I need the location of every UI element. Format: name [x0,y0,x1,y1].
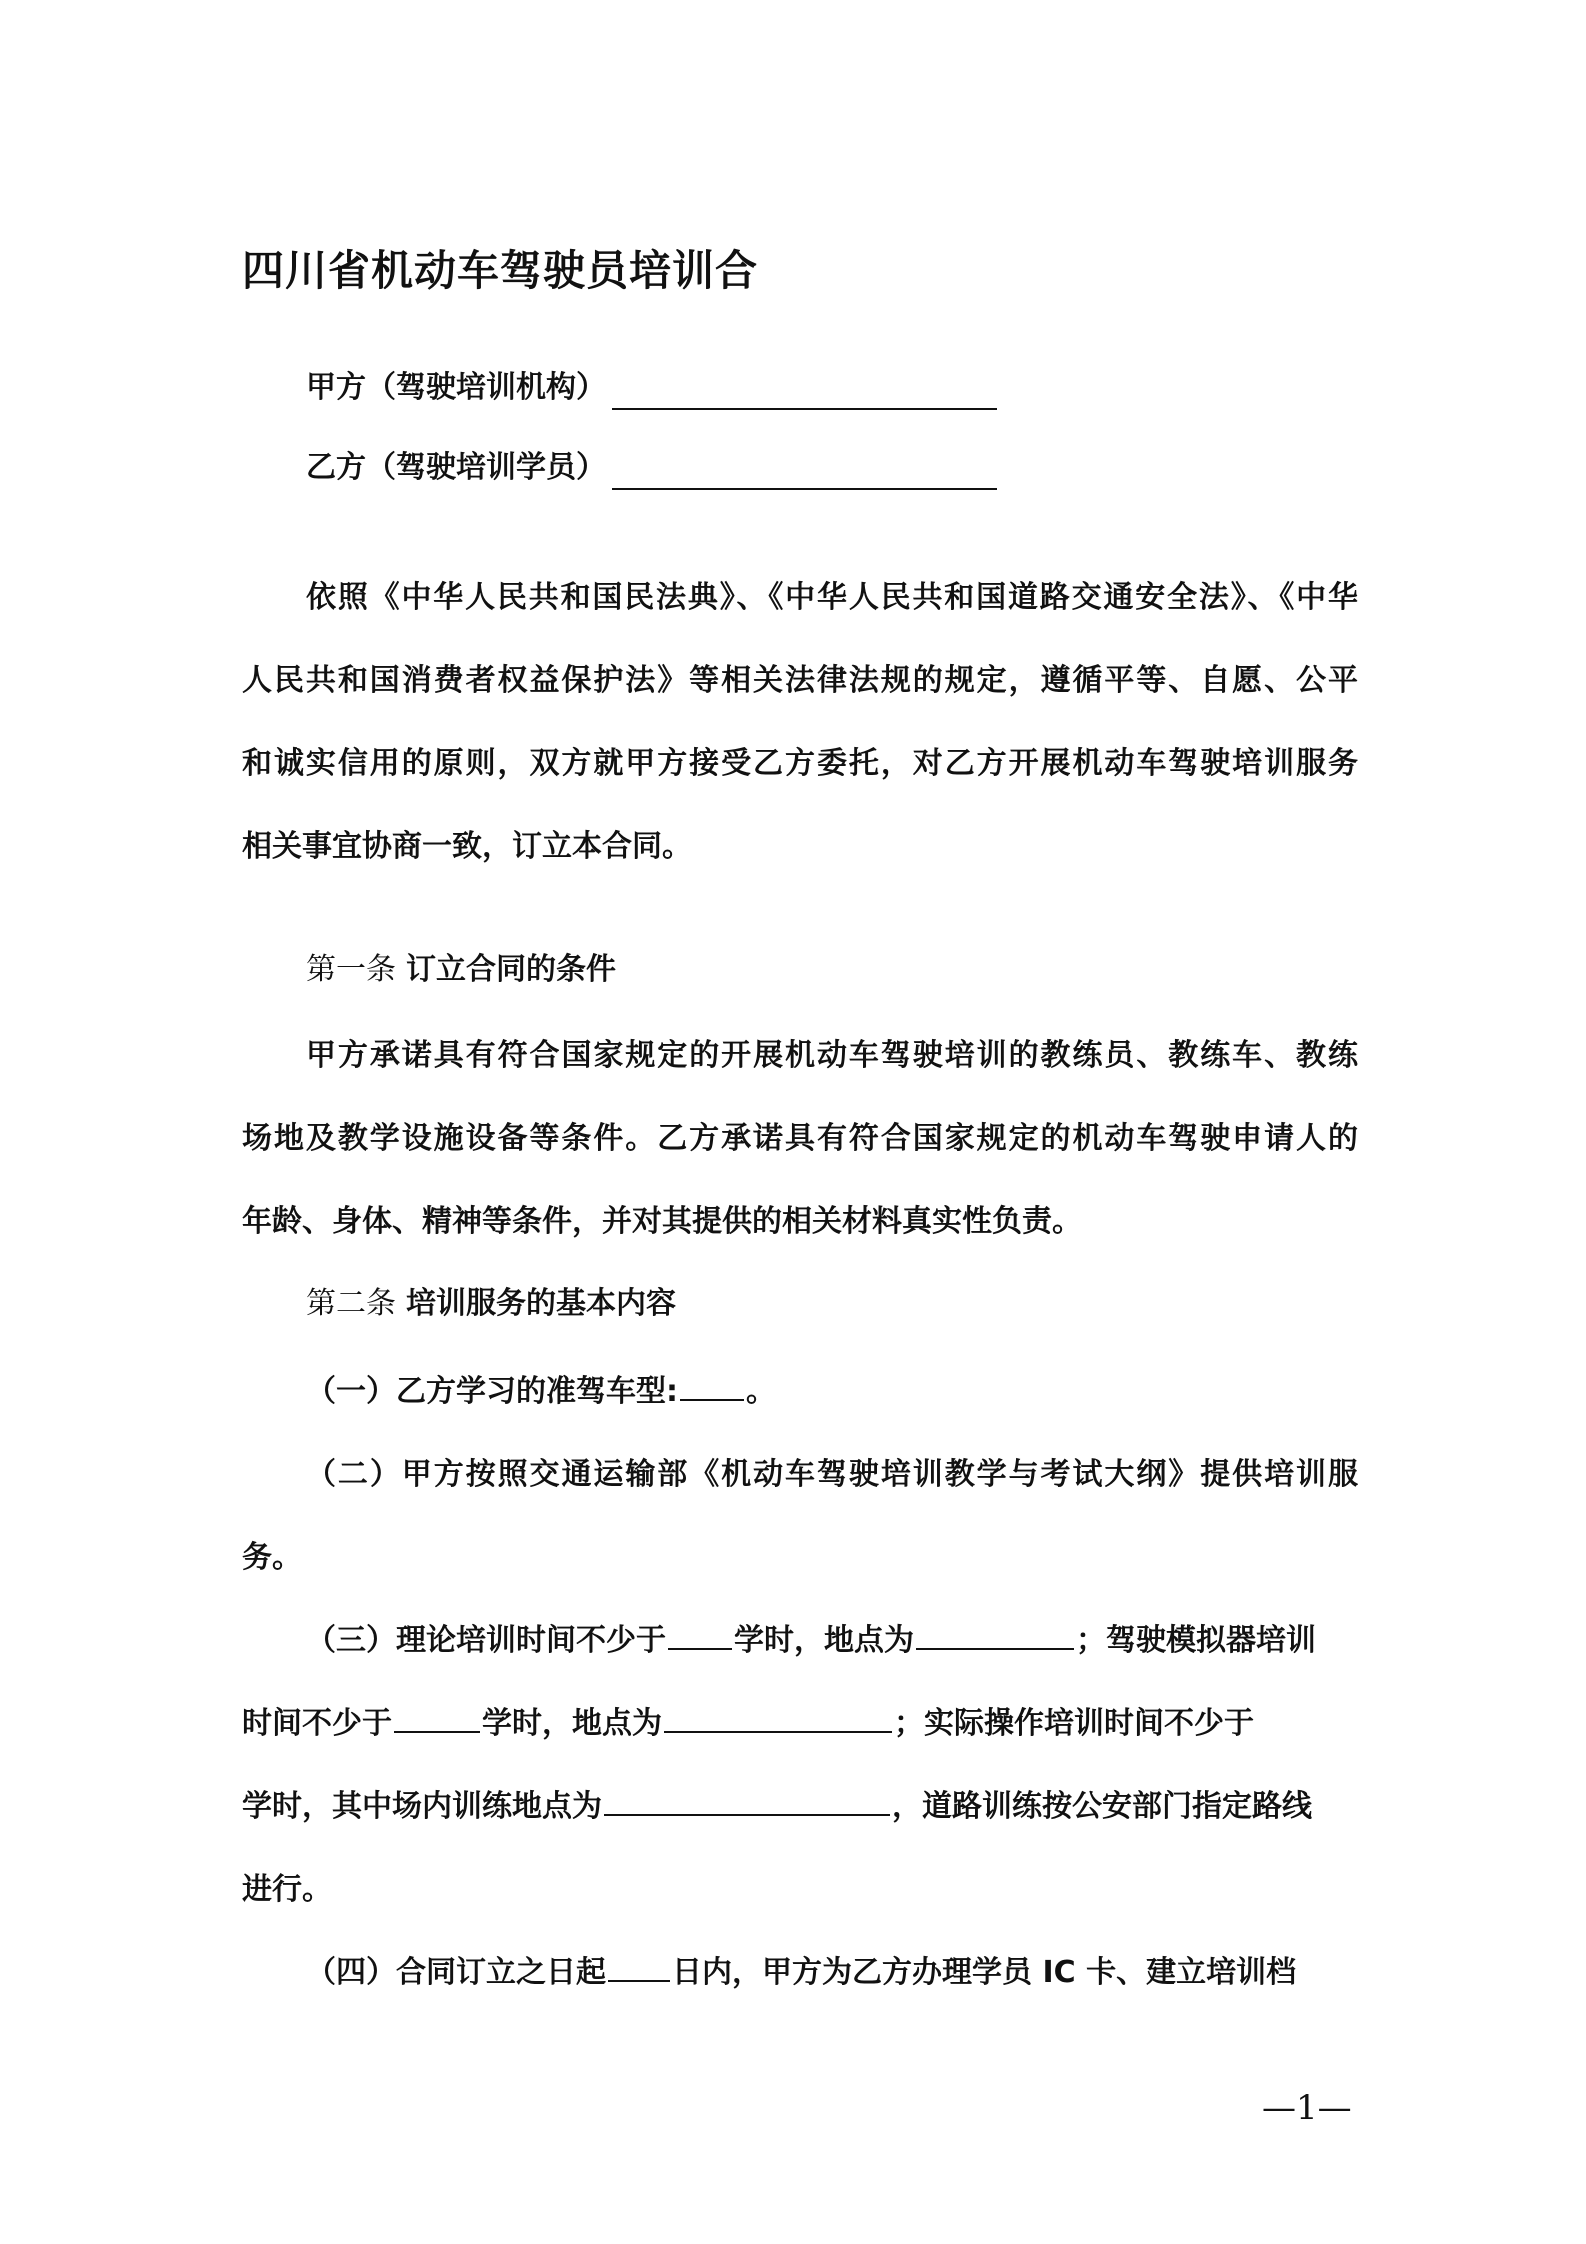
article-2-number: 第二条 [306,1286,396,1321]
article-2-heading [306,1282,676,1326]
item-4-text: （四）合同订立之日起 [306,1955,606,1990]
article-1-paragraph [242,1014,1358,1263]
intro-line: 人民共和国消费者权益保护法》等相关法律法规的规定，遵循平等、自愿、公平 [242,663,1358,698]
days-blank[interactable] [608,1946,670,1982]
party-a-row [306,366,997,410]
intro-paragraph [242,556,1358,888]
item-3-line: 进行。 [242,1872,332,1907]
item-3-line [242,1765,1358,1848]
party-b-label: 乙方（驾驶培训学员） [306,450,606,485]
article-1-line: 年龄、身体、精神等条件，并对其提供的相关材料真实性负责。 [242,1204,1082,1239]
article-1-line: 甲方承诺具有符合国家规定的开展机动车驾驶培训的教练员、教练车、教练 [306,1038,1358,1073]
article-2-body [242,1350,1358,2014]
item-4-line [242,1931,1358,2014]
item-3-text: ；实际操作培训时间不少于 [894,1706,1254,1741]
theory-hours-blank[interactable] [668,1614,732,1650]
document-title: 四川省机动车驾驶员培训合 [242,246,759,295]
article-1-number: 第一条 [306,952,396,987]
item-3-line [242,1599,1358,1682]
item-2-line: （二）甲方按照交通运输部《机动车驾驶培训教学与考试大纲》提供培训服 [306,1457,1358,1492]
party-a-label: 甲方（驾驶培训机构） [306,370,606,405]
item-3-text: 时间不少于 [242,1706,392,1741]
item-1-line [242,1350,1358,1433]
intro-line: 依照《中华人民共和国民法典》、《中华人民共和国道路交通安全法》、《中华 [306,580,1358,615]
simulator-hours-blank[interactable] [394,1697,480,1733]
simulator-location-blank[interactable] [664,1697,892,1733]
item-3-text: （三）理论培训时间不少于 [306,1623,666,1658]
item-3-text: 学时，地点为 [482,1706,662,1741]
item-3-text: ，道路训练按公安部门指定路线 [892,1789,1312,1824]
theory-location-blank[interactable] [916,1614,1074,1650]
item-1-end: 。 [746,1374,776,1409]
party-b-row [306,446,997,490]
article-1-line: 场地及教学设施设备等条件。乙方承诺具有符合国家规定的机动车驾驶申请人的 [242,1121,1358,1156]
vehicle-type-blank[interactable] [680,1365,744,1401]
item-3-text: 学时，其中场内训练地点为 [242,1789,602,1824]
party-a-blank[interactable] [612,372,997,410]
item-3-line [242,1682,1358,1765]
field-location-blank[interactable] [604,1780,890,1816]
page-number: —1— [1262,2088,1352,2128]
intro-line: 相关事宜协商一致，订立本合同。 [242,829,692,864]
item-1-text: （一）乙方学习的准驾车型: [306,1374,678,1409]
item-3-text: ；驾驶模拟器培训 [1076,1623,1316,1658]
article-1-title: 订立合同的条件 [406,952,616,987]
party-b-blank[interactable] [612,452,997,490]
intro-line: 和诚实信用的原则，双方就甲方接受乙方委托，对乙方开展机动车驾驶培训服务 [242,746,1358,781]
item-2-line: 务。 [242,1540,302,1575]
article-1-heading [306,948,616,992]
article-2-title: 培训服务的基本内容 [406,1286,676,1321]
item-4-text: 日内，甲方为乙方办理学员 IC 卡、建立培训档 [672,1955,1297,1990]
item-3-text: 学时，地点为 [734,1623,914,1658]
